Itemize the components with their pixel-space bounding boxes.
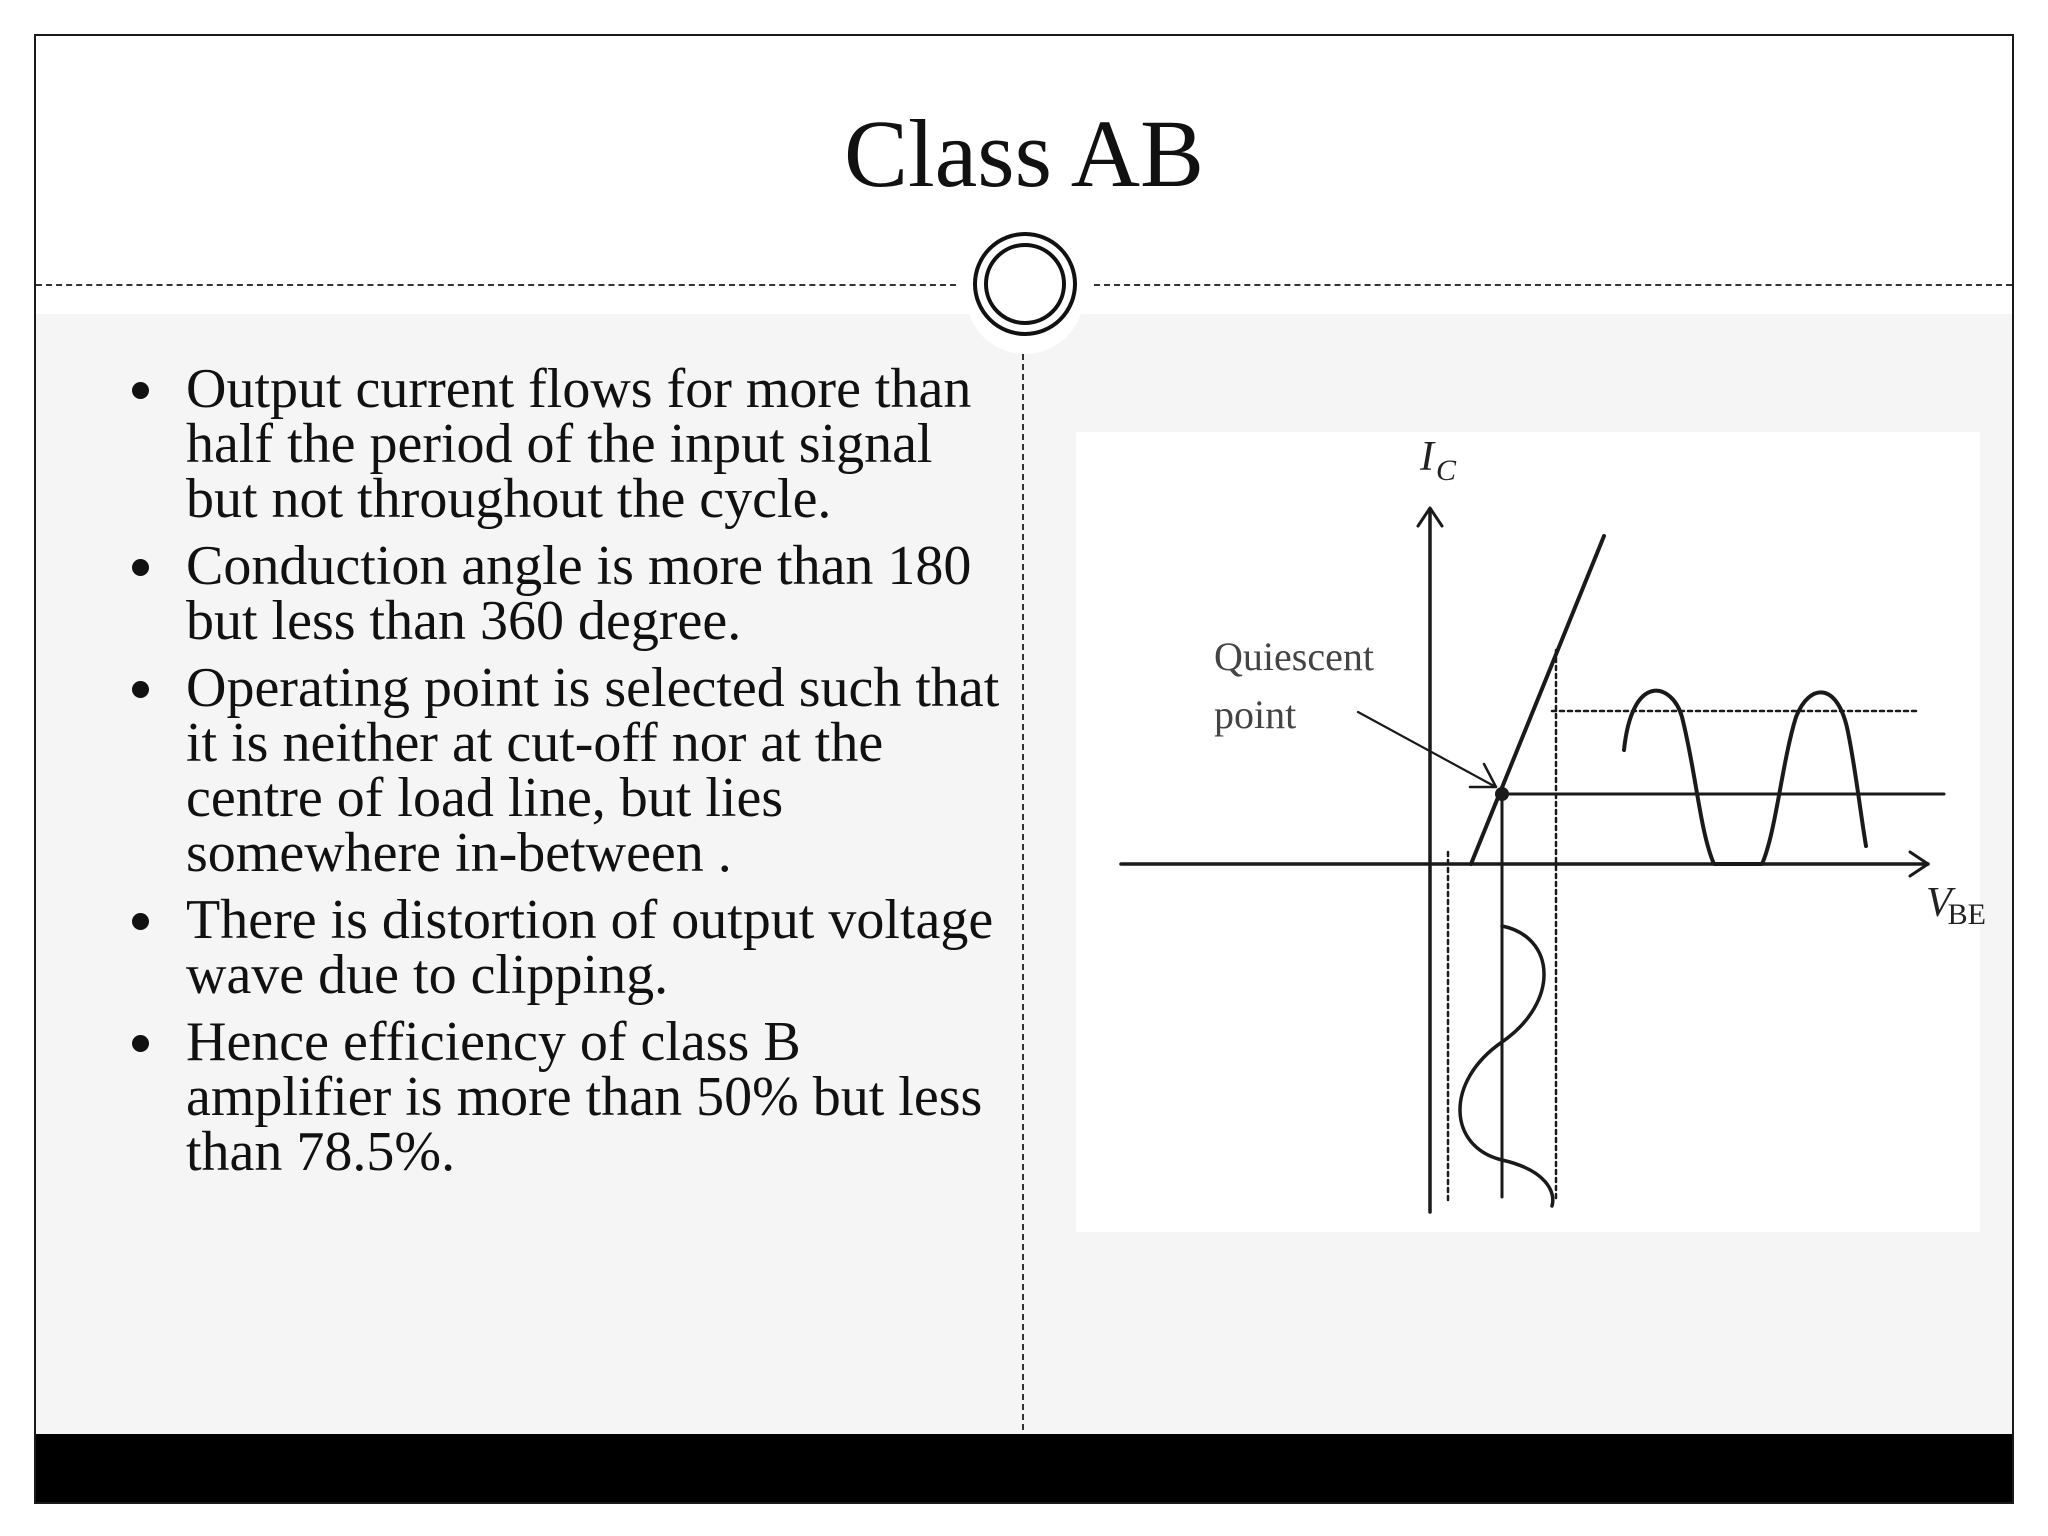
- footer-bar: [36, 1434, 2012, 1502]
- output-clipped-wave: [1624, 691, 1866, 864]
- header-divider-left: [36, 284, 956, 286]
- bullet-text: There is distortion of output voltage wave due to clipping.: [186, 889, 994, 1006]
- bullet-text: Hence efficiency of class B amplifier is more than 50% but less than 78.5%.: [186, 1011, 983, 1183]
- bullet-item: [124, 535, 1004, 652]
- bullet-text: Output current flows for more than half the period of the input signal but not throughout the cycle.: [186, 358, 972, 530]
- input-signal-wave: [1460, 926, 1553, 1206]
- slide: [34, 34, 2014, 1504]
- bullet-text: Operating point is selected such that it is neither at cut-off nor at the centre of load line, but lies somewhere in-between .: [186, 657, 1000, 884]
- diagram-svg: [1076, 432, 1986, 1232]
- bullet-dot-icon: [132, 681, 149, 698]
- annotation-label-line1: Quiescent: [1214, 634, 1374, 679]
- bullet-item: [124, 657, 1004, 884]
- quiescent-point-dot: [1495, 787, 1509, 801]
- transfer-characteristic-line: [1471, 536, 1604, 864]
- annotation-label-line2: point: [1214, 692, 1297, 737]
- bullet-dot-icon: [132, 559, 149, 576]
- bullet-list: [124, 358, 1004, 1192]
- bullet-text: Conduction angle is more than 180 but less than 360 degree.: [186, 535, 972, 652]
- bullet-dot-icon: [132, 1035, 149, 1052]
- annotation-pointer-line: [1358, 712, 1494, 786]
- circle-ornament-inner-icon: [984, 243, 1066, 325]
- bullet-dot-icon: [132, 913, 149, 930]
- class-ab-transfer-diagram: [1076, 432, 1986, 1232]
- y-axis-label: $I_C$: [1420, 434, 1457, 487]
- bullet-item: [124, 358, 1004, 530]
- x-axis-label: VBE: [1926, 880, 1986, 931]
- bullet-item: [124, 889, 1004, 1006]
- header-divider-right: [1094, 284, 2012, 286]
- slide-title: Class AB: [843, 100, 1205, 207]
- column-divider: [1022, 354, 1024, 1470]
- bullet-item: [124, 1011, 1004, 1183]
- bullet-dot-icon: [132, 382, 149, 399]
